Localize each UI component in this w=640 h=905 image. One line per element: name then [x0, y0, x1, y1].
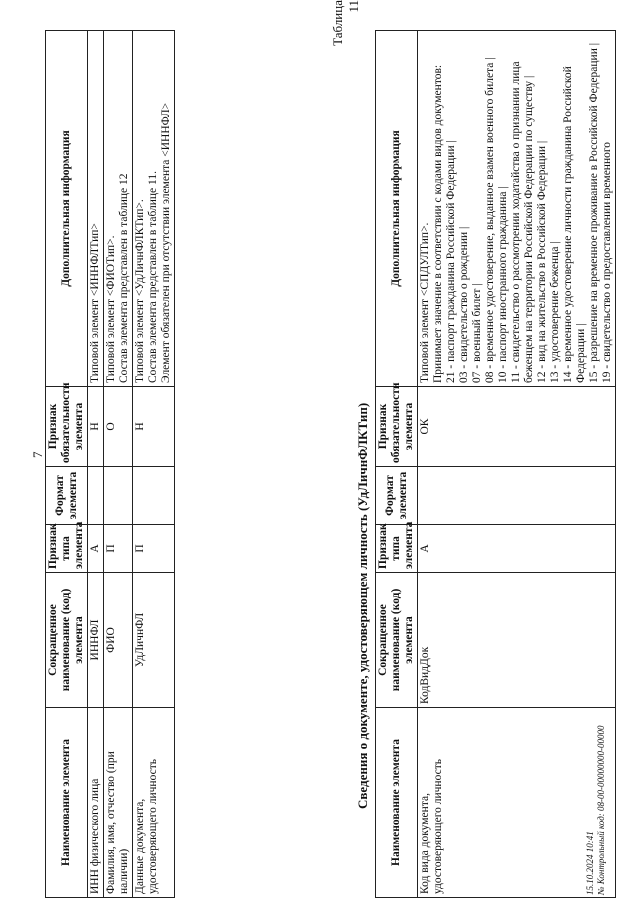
cell-name: Данные документа, удостоверяющего личность [133, 708, 175, 898]
info-line: Состав элемента представлен в таблице 11. [147, 171, 159, 383]
info-line: Типовой элемент <СПДУЛТип>. [419, 222, 431, 383]
table-10 [45, 30, 175, 898]
info-line: 12 - вид на жительство в Российской Федерации | [536, 140, 548, 383]
th-info: Дополнительная информация [46, 31, 88, 387]
cell-type: П [104, 525, 133, 573]
th-info: Дополнительная информация [376, 31, 418, 387]
th-format: Формат элемента [46, 467, 88, 525]
cell-format [104, 467, 133, 525]
footer-line: 15.10.2024 10:41 [585, 831, 595, 895]
info-line: Принимает значение в соответствии с кодами видов документов: [432, 64, 444, 383]
cell-info [88, 31, 104, 387]
cell-format [418, 467, 616, 525]
cell-name: ИНН физического лица [88, 708, 104, 898]
table-row [88, 31, 104, 898]
info-line: 19 - свидетельство о предоставлении временного [601, 141, 613, 383]
cell-name: Фамилия, имя, отчество (при наличии) [104, 708, 133, 898]
cell-code: УдЛичнФЛ [133, 573, 175, 708]
cell-req: Н [88, 387, 104, 467]
info-line: 21 - паспорт гражданина Российской Федерации | [445, 140, 457, 383]
th-req: Признак обязательности элемента [376, 387, 418, 467]
info-line: Элемент обязателен при отсутствии элемента <ИННФЛ> [160, 102, 172, 383]
cell-req: Н [133, 387, 175, 467]
info-line: Типовой элемент <ФИОТип>. [105, 235, 117, 383]
cell-format [88, 467, 104, 525]
cell-type: А [418, 525, 616, 573]
th-req: Признак обязательности элемента [46, 387, 88, 467]
table-10-header [46, 31, 88, 898]
info-line: 07 - военный билет | [471, 283, 483, 383]
cell-info [418, 31, 616, 387]
th-code: Сокращенное наименование (код) элемента [46, 573, 88, 708]
cell-code: ФИО [104, 573, 133, 708]
cell-type: П [133, 525, 175, 573]
cell-code: КодВидДок [418, 573, 616, 708]
cell-req: О [104, 387, 133, 467]
info-line: 08 - временное удостоверение, выданное взамен военного билета | [484, 57, 496, 383]
info-line: Типовой элемент <УдЛичнФЛКТип>. [134, 199, 146, 383]
info-line: Состав элемента представлен в таблице 12 [118, 173, 130, 383]
info-line: 10 - паспорт иностранного гражданина | [497, 186, 509, 383]
th-name: Наименование элемента [376, 708, 418, 898]
info-line: 11 - свидетельство о рассмотрении ходатайства о признании лица беженцем на территории Российской Федерации по существу | [510, 61, 535, 383]
info-line: 15 - разрешение на временное проживание в Российской Федерации | [588, 42, 600, 383]
cell-type: А [88, 525, 104, 573]
table-11-caption: Сведения о документе, удостоверяющем личность (УдЛичнФЛКТип) [355, 402, 370, 809]
th-format: Формат элемента [376, 467, 418, 525]
th-name: Наименование элемента [46, 708, 88, 898]
table-11-label: Таблица 11 [330, 0, 361, 46]
table-11 [375, 30, 616, 898]
cell-name: Код вида документа, удостоверяющего личность [418, 708, 616, 898]
table-row [104, 31, 133, 898]
th-code: Сокращенное наименование (код) элемента [376, 573, 418, 708]
th-type: Признак типа элемента [376, 525, 418, 573]
table-11-header [376, 31, 418, 898]
th-type: Признак типа элемента [46, 525, 88, 573]
cell-info [104, 31, 133, 387]
footer-stamp [585, 726, 607, 895]
page-number: 7 [30, 451, 45, 458]
cell-code: ИННФЛ [88, 573, 104, 708]
cell-req: ОК [418, 387, 616, 467]
table-row [133, 31, 175, 898]
info-line: 03 - свидетельство о рождении | [458, 226, 470, 383]
footer-line: № Контрольный код: 08-00-00000000-00000 [596, 725, 606, 895]
info-line: 13 - удостоверение беженца | [549, 241, 561, 383]
info-line: 14 - временное удостоверение личности гражданина Российской Федерации | [562, 66, 587, 383]
cell-format [133, 467, 175, 525]
info-line: Типовой элемент <ИННФЛТип> [89, 223, 101, 383]
cell-info [133, 31, 175, 387]
